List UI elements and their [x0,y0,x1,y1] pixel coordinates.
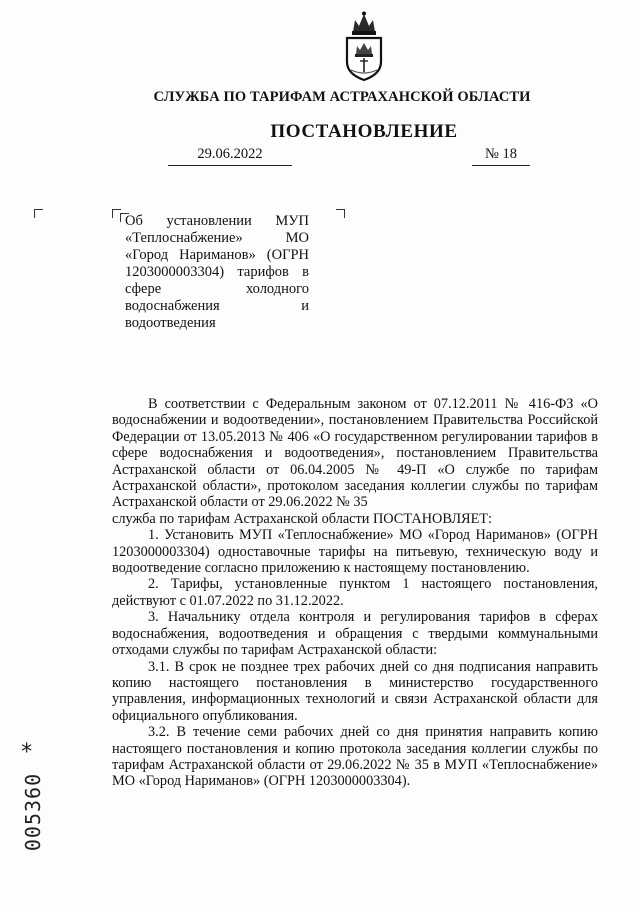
corner-mark-top-left [34,209,43,218]
decree-line: служба по тарифам Астраханской области ПОСТАНОВЛЯЕТ: [112,510,493,527]
item-1-paragraph: 1. Установить МУП «Теплоснабжение» МО «Город Нариманов» (ОГРН 1203000003304) одноставочные тарифы на питьевую, техническую воду и водоотведение согласно приложению к настоящему постановлению. [112,527,598,577]
margin-serial-number: 005360 [21,772,45,852]
document-date: 29.06.2022 [168,146,292,166]
organization-name: СЛУЖБА ПО ТАРИФАМ АСТРАХАНСКОЙ ОБЛАСТИ [153,89,531,105]
margin-asterisk: * [20,740,34,765]
item-2-paragraph: 2. Тарифы, установленные пунктом 1 настоящего постановления, действуют с 01.07.2022 по 31.12.2022. [112,576,598,609]
preamble-paragraph: В соответствии с Федеральным законом от 07.12.2011 № 416-ФЗ «О водоснабжении и водоотведении», постановлением Правительства Российской Федерации от 13.05.2013 № 406 «О государственном регулировании тарифов в сфере водоснабжения и водоотведения», постановлением Правительства Астраханской области от 06.04.2005 № 49-П «О службе по тарифам Астраханской области», протоколом заседания коллегии службы по тарифам Астраханской области от 29.06.2022 № 35 [112,396,598,511]
document-subject: Об установлении МУП «Теплоснабжение» МО «Город Нариманов» (ОГРН 1203000003304) тарифов в сфере холодного водоснабжения и водоотведения [125,213,309,331]
item-3-1-paragraph: 3.1. В срок не позднее трех рабочих дней со дня подписания направить копию настоящего постановления в министерство государственного управления, информационных технологий и связи Астраханской области для официального опубликования. [112,658,598,724]
item-3-2-paragraph: 3.2. В течение семи рабочих дней со дня принятия направить копию настоящего постановления и копию протокола заседания коллегии службы по тарифам Астраханской области от 29.06.2022 № 35 в МУП «Теплоснабжение» МО «Город Нариманов» (ОГРН 1203000003304). [112,724,598,790]
document-body [112,396,598,790]
item-3-paragraph: 3. Начальнику отдела контроля и регулирования тарифов в сферах водоснабжения, водоотведения и обращения с твердыми коммунальными отходами службы по тарифам Астраханской области: [112,609,598,659]
document-type-title: ПОСТАНОВЛЕНИЕ [270,121,458,142]
coat-of-arms-icon [339,10,389,82]
document-number: № 18 [472,146,530,166]
corner-mark-top-right [336,209,345,218]
